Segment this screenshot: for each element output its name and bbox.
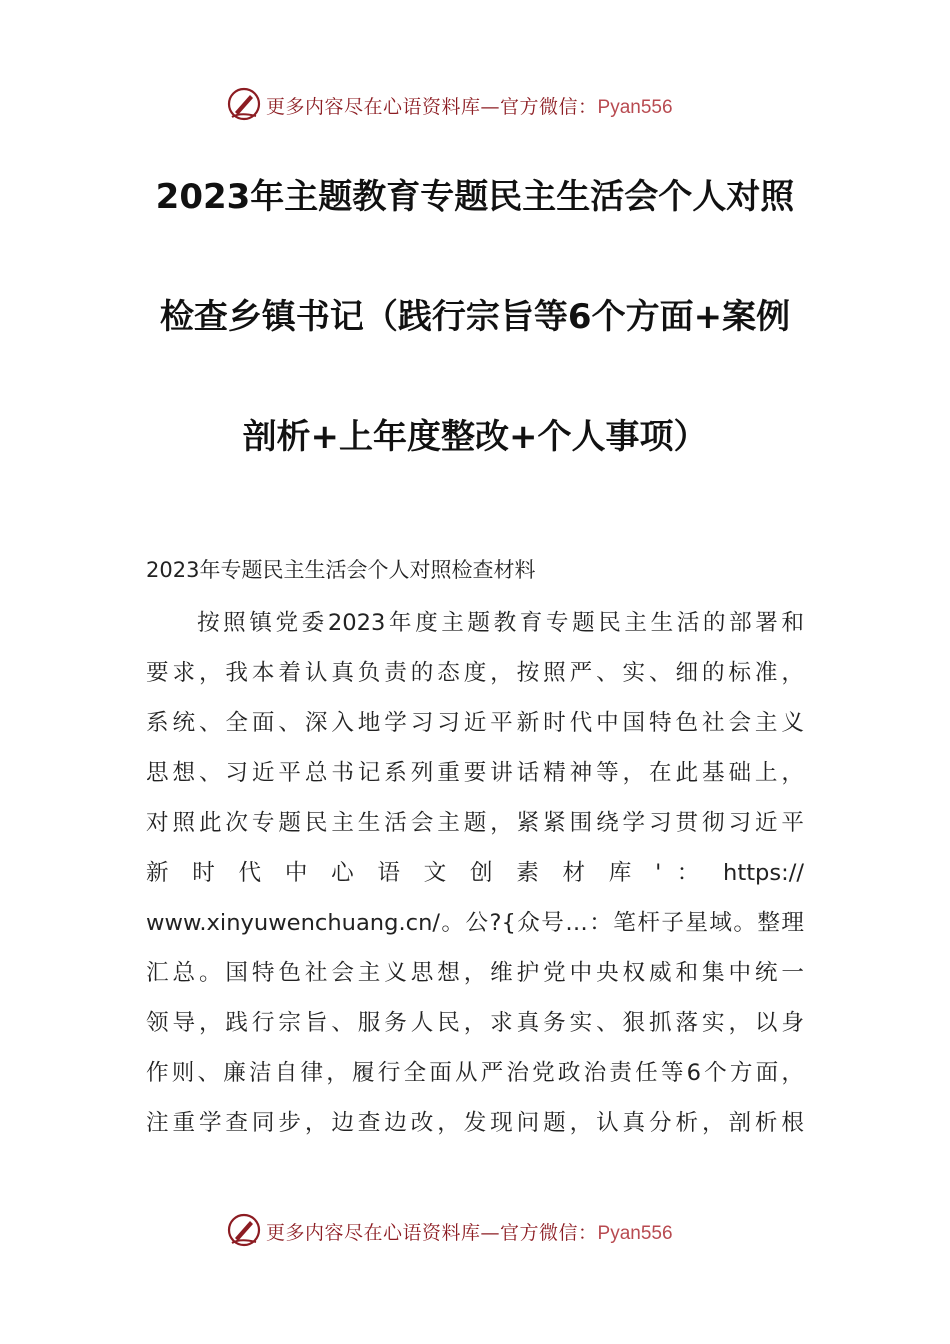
document-title-line-1: 2023年主题教育专题民主生活会个人对照 bbox=[155, 177, 795, 217]
section-subheading: 2023年专题民主生活会个人对照检查材料 bbox=[146, 558, 536, 582]
wechat-id: Pyan556 bbox=[597, 97, 673, 118]
body-line: 作则、廉洁自律，履行全面从严治党政治责任等6个方面， bbox=[146, 1060, 804, 1086]
body-line: 系统、全面、深入地学习习近平新时代中国特色社会主义 bbox=[146, 710, 804, 736]
body-line: 新 时 代 中 心 语 文 创 素 材 库 ' ： https:// bbox=[146, 860, 804, 886]
watermark-label: 更多内容尽在心语资料库—官方微信： bbox=[266, 96, 598, 118]
body-line: 汇总。国特色社会主义思想，维护党中央权威和集中统一 bbox=[146, 960, 804, 986]
pen-logo-icon bbox=[226, 86, 262, 122]
body-line: 按照镇党委2023年度主题教育专题民主生活的部署和 bbox=[197, 610, 804, 636]
pen-logo-icon bbox=[226, 1212, 262, 1248]
body-line: 对照此次专题民主生活会主题，紧紧围绕学习贯彻习近平 bbox=[146, 810, 804, 836]
document-title-line-2: 检查乡镇书记（践行宗旨等6个方面+案例 bbox=[159, 297, 791, 337]
body-line: 要求，我本着认真负责的态度，按照严、实、细的标准， bbox=[146, 660, 804, 686]
body-line: 注重学查同步，边查边改，发现问题，认真分析，剖析根 bbox=[146, 1110, 804, 1136]
watermark-text bbox=[266, 1218, 673, 1245]
watermark-label: 更多内容尽在心语资料库—官方微信： bbox=[266, 1222, 598, 1244]
watermark-text bbox=[266, 92, 673, 119]
header-watermark-banner bbox=[0, 84, 950, 124]
body-line: 思想、习近平总书记系列重要讲话精神等，在此基础上， bbox=[146, 760, 804, 786]
footer-watermark-banner bbox=[0, 1210, 950, 1250]
body-line: 领导，践行宗旨、服务人民，求真务实、狠抓落实，以身 bbox=[146, 1010, 804, 1036]
wechat-id: Pyan556 bbox=[597, 1223, 673, 1244]
document-title-line-3: 剖析+上年度整改+个人事项） bbox=[242, 417, 708, 457]
body-line: www.xinyuwenchuang.cn/。公?{众号…：笔杆子星域。整理 bbox=[146, 910, 804, 936]
